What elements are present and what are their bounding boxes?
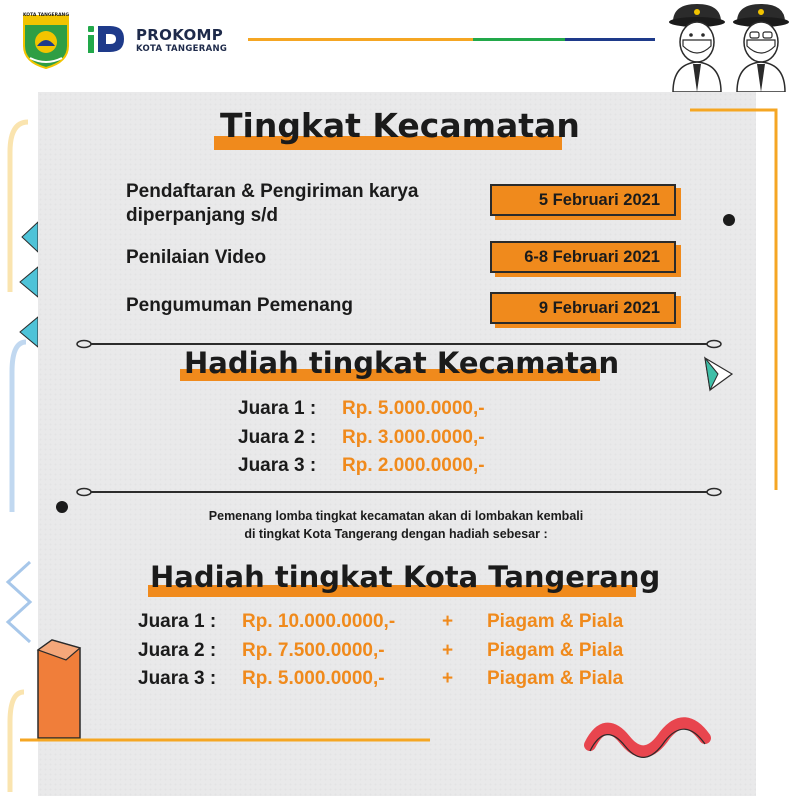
brand-title: PROKOMP: [136, 26, 224, 44]
header-line-orange: [248, 38, 473, 41]
kota-prize-3-extra: Piagam & Piala: [487, 668, 624, 689]
kecamatan-prizes-title: Hadiah tingkat Kecamatan: [184, 346, 620, 380]
kota-prize-3-amount: Rp. 5.000.0000,-: [242, 668, 385, 689]
kecamatan-prize-3-rank: Juara 3 :: [238, 455, 317, 476]
kota-prize-1-rank: Juara 1 :: [138, 611, 217, 632]
schedule-title: Tingkat Kecamatan: [220, 106, 580, 145]
schedule-item-1-date: 5 Februari 2021: [490, 184, 676, 216]
kota-prize-1-plus: +: [442, 611, 454, 632]
kecamatan-prize-2-amount: Rp. 3.000.0000,-: [342, 427, 485, 448]
kota-note-line2: di tingkat Kota Tangerang dengan hadiah sebesar :: [244, 527, 548, 541]
kota-prize-2-plus: +: [442, 640, 454, 661]
schedule-item-3-label: Pengumuman Pemenang: [126, 295, 353, 316]
kota-prize-3-rank: Juara 3 :: [138, 668, 217, 689]
seal-caption: KOTA TANGERANG: [22, 13, 70, 18]
kecamatan-prize-3-amount: Rp. 2.000.0000,-: [342, 455, 485, 476]
left-decoration-icon: [0, 92, 40, 800]
schedule-item-2-label: Penilaian Video: [126, 247, 267, 268]
schedule-item-3-date: 9 Februari 2021: [490, 292, 676, 324]
kota-prize-1-extra: Piagam & Piala: [487, 611, 624, 632]
officials-illustration-icon: [665, 2, 795, 92]
header-line-navy: [565, 38, 655, 41]
schedule-item-2-date: 6-8 Februari 2021: [490, 241, 676, 273]
kota-prize-1-amount: Rp. 10.000.0000,-: [242, 611, 396, 632]
schedule-item-1-line2: diperpanjang s/d: [126, 205, 279, 226]
kota-tangerang-seal-icon: [20, 12, 72, 70]
brand-subtitle: KOTA TANGERANG: [136, 44, 228, 54]
kota-prize-2-rank: Juara 2 :: [138, 640, 217, 661]
kota-prize-3-plus: +: [442, 668, 454, 689]
kota-note: [116, 507, 676, 543]
prokomp-logo-icon: [88, 24, 126, 54]
header-line-green: [473, 38, 565, 41]
kecamatan-prize-1-amount: Rp. 5.000.0000,-: [342, 398, 485, 419]
schedule-item-1-line1: Pendaftaran & Pengiriman karya: [126, 181, 419, 202]
kecamatan-prize-2-rank: Juara 2 :: [238, 427, 317, 448]
kota-prizes-title: Hadiah tingkat Kota Tangerang: [150, 560, 661, 594]
divider-2-ends-icon: [76, 484, 722, 500]
kecamatan-prize-1-rank: Juara 1 :: [238, 398, 317, 419]
kota-prize-2-amount: Rp. 7.500.0000,-: [242, 640, 385, 661]
kota-prize-2-extra: Piagam & Piala: [487, 640, 624, 661]
kota-note-line1: Pemenang lomba tingkat kecamatan akan di lombakan kembali: [208, 509, 584, 523]
schedule-item-1-label: [126, 180, 486, 228]
